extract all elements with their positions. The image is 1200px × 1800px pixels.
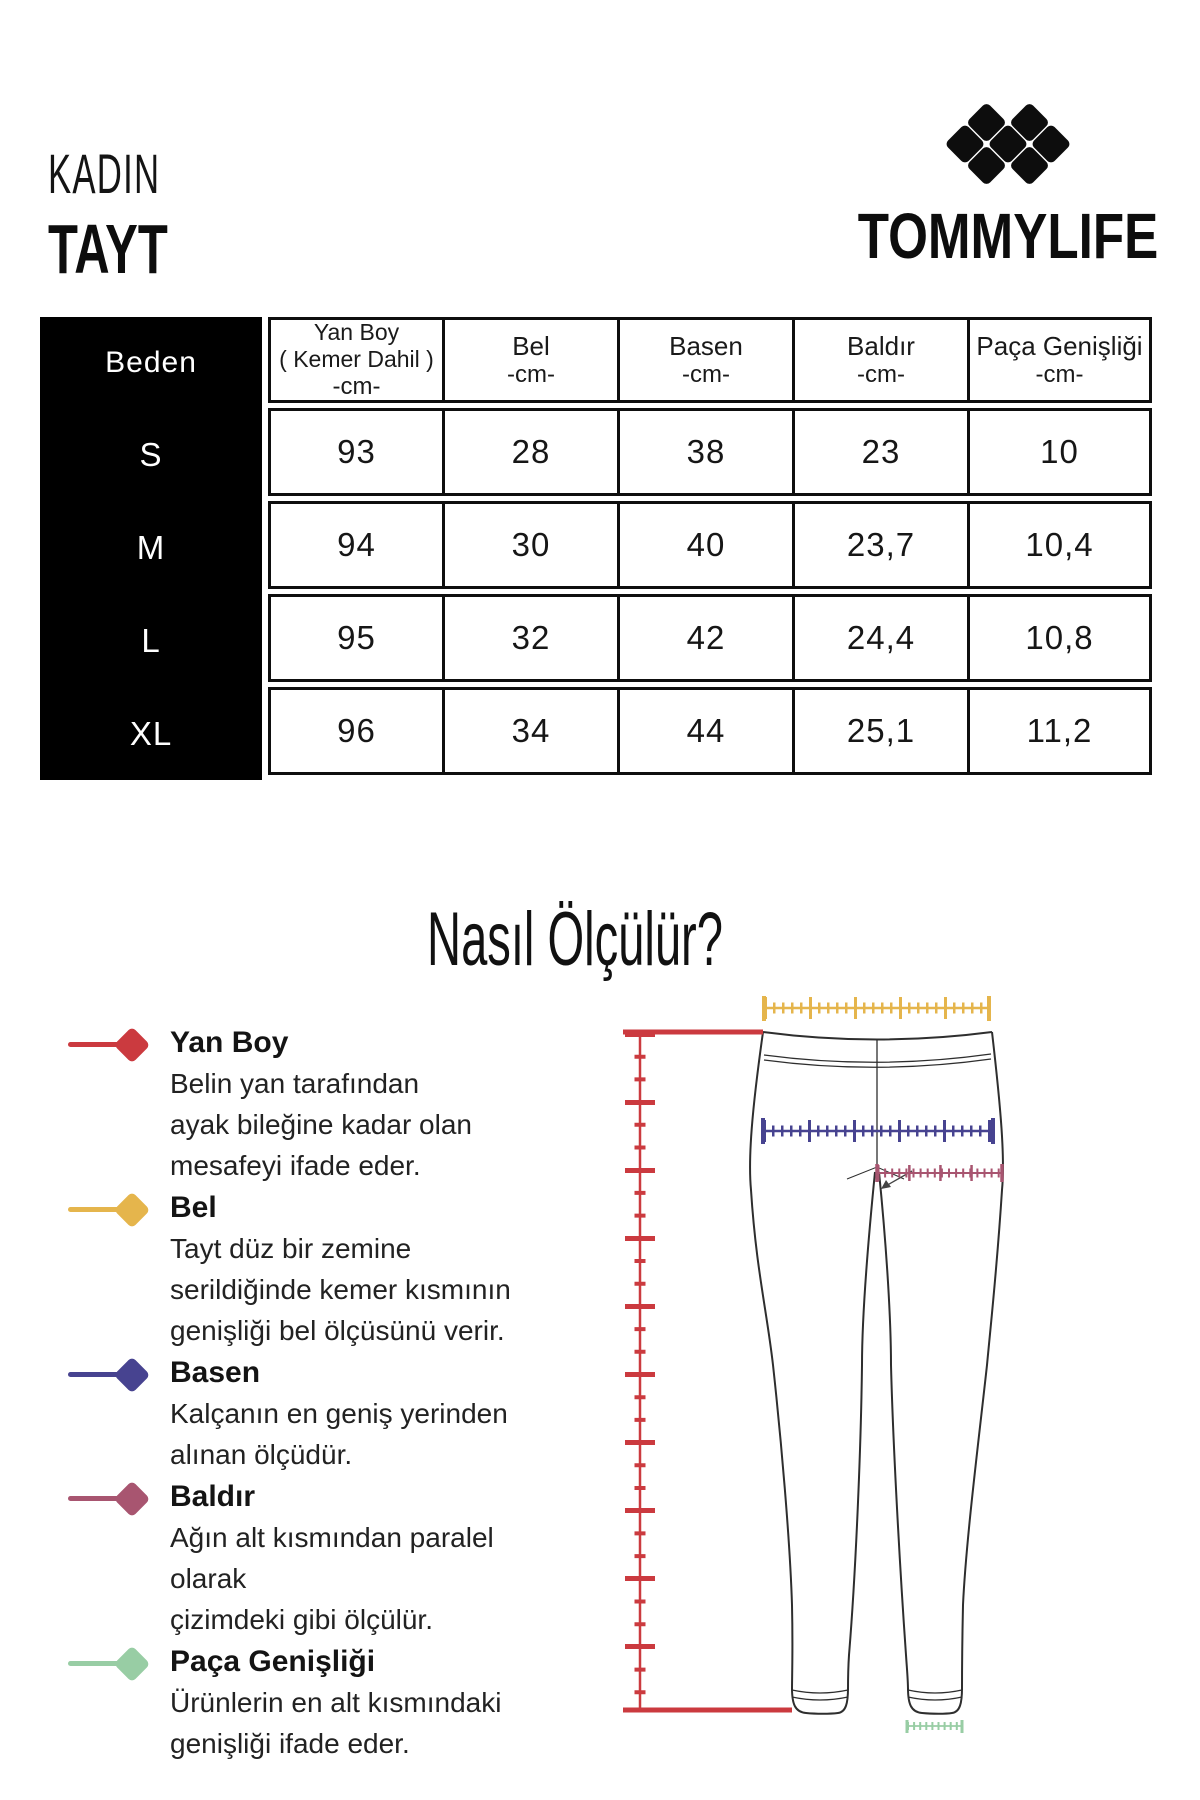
legend-item-paca-genisligi xyxy=(65,1642,565,1764)
column-header-baldir: Baldır -cm- xyxy=(795,317,970,403)
size-row-s xyxy=(268,408,1154,496)
legend-item-baldir xyxy=(65,1477,565,1640)
size-row-l xyxy=(268,594,1154,682)
tommylife-diamonds-logo-icon xyxy=(940,98,1076,190)
legend-item-bel xyxy=(65,1188,565,1351)
waist-ruler xyxy=(764,996,989,1021)
value-cell: 40 xyxy=(620,501,795,589)
size-table xyxy=(40,317,1154,780)
size-column-header: Beden xyxy=(105,345,197,379)
side-length-ruler xyxy=(623,1032,792,1710)
legend-title: Bel xyxy=(170,1191,217,1224)
legend-description: Kalçanın en geniş yerinden alınan ölçüdür. xyxy=(170,1398,508,1470)
value-cell: 10,4 xyxy=(970,501,1152,589)
value-cell: 93 xyxy=(268,408,445,496)
value-cell: 23 xyxy=(795,408,970,496)
legend-title: Basen xyxy=(170,1356,261,1389)
legend-title: Paça Genişliği xyxy=(170,1645,376,1678)
size-label-m: M xyxy=(136,528,166,566)
measure-legend xyxy=(65,1023,565,1766)
thigh-ruler xyxy=(877,1164,1002,1182)
legend-title: Yan Boy xyxy=(170,1026,289,1059)
size-table-grid xyxy=(268,317,1154,780)
legend-item-basen xyxy=(65,1353,565,1475)
legend-description: Ürünlerin en alt kısmındaki genişliği ifade eder. xyxy=(170,1687,502,1759)
size-row-m xyxy=(268,501,1154,589)
brand-header-left xyxy=(48,142,229,288)
baldir-diamond-icon xyxy=(65,1479,165,1517)
size-table-header-row xyxy=(268,317,1154,403)
value-cell: 10 xyxy=(970,408,1152,496)
value-cell: 96 xyxy=(268,687,445,775)
legend-item-yan-boy xyxy=(65,1023,565,1186)
legend-description: Belin yan tarafından ayak bileğine kadar olan mesafeyi ifade eder. xyxy=(170,1068,472,1181)
category-label: KADIN xyxy=(48,142,161,205)
legend-description: Ağın alt kısmından paralel olarak çizimdeki gibi ölçülür. xyxy=(170,1522,494,1635)
value-cell: 23,7 xyxy=(795,501,970,589)
column-header-bel: Bel -cm- xyxy=(445,317,620,403)
value-cell: 10,8 xyxy=(970,594,1152,682)
size-table-size-column xyxy=(40,317,262,780)
column-header-basen: Basen -cm- xyxy=(620,317,795,403)
value-cell: 28 xyxy=(445,408,620,496)
legend-title: Baldır xyxy=(170,1480,256,1513)
column-header-paca-genisligi: Paça Genişliği -cm- xyxy=(970,317,1152,403)
leggings-outline xyxy=(750,1032,1003,1714)
value-cell: 95 xyxy=(268,594,445,682)
hem-width-ruler xyxy=(907,1720,962,1733)
size-label-xl: XL xyxy=(129,714,173,752)
value-cell: 42 xyxy=(620,594,795,682)
paca-genisligi-diamond-icon xyxy=(65,1644,165,1682)
product-title: TAYT xyxy=(48,210,168,288)
value-cell: 94 xyxy=(268,501,445,589)
value-cell: 44 xyxy=(620,687,795,775)
value-cell: 30 xyxy=(445,501,620,589)
size-row-xl xyxy=(268,687,1154,775)
legend-description: Tayt düz bir zemine serildiğinde kemer kısmının genişliği bel ölçüsünü verir. xyxy=(170,1233,511,1346)
measurement-diagram xyxy=(520,950,1100,1740)
yan-boy-diamond-icon xyxy=(65,1025,165,1063)
column-header-yan-boy: Yan Boy ( Kemer Dahil ) -cm- xyxy=(268,317,445,403)
brand-logo-wordmark: TOMMYLIFE xyxy=(857,200,1159,272)
value-cell: 24,4 xyxy=(795,594,970,682)
value-cell: 34 xyxy=(445,687,620,775)
value-cell: 25,1 xyxy=(795,687,970,775)
bel-diamond-icon xyxy=(65,1190,165,1228)
value-cell: 38 xyxy=(620,408,795,496)
size-label-s: S xyxy=(139,435,163,473)
hip-ruler xyxy=(763,1118,993,1144)
how-to-measure-title: Nasıl Ölçülür? xyxy=(427,897,723,982)
value-cell: 11,2 xyxy=(970,687,1152,775)
size-label-l: L xyxy=(141,621,161,659)
basen-diamond-icon xyxy=(65,1355,165,1393)
brand-logo-block xyxy=(938,98,1078,190)
value-cell: 32 xyxy=(445,594,620,682)
